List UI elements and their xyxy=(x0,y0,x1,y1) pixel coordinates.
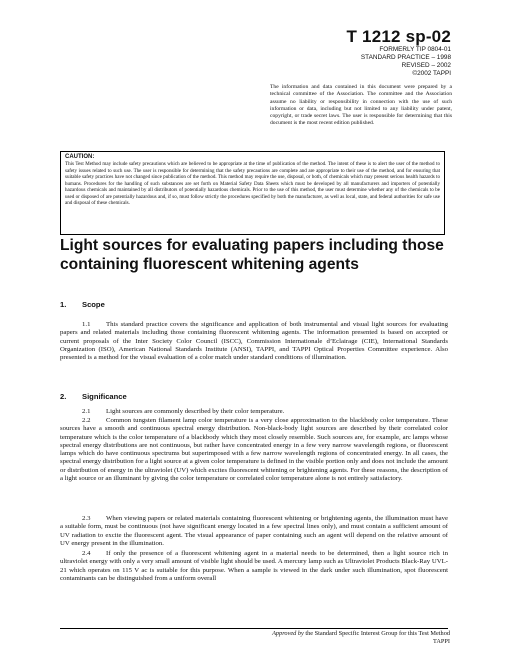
approved-by-label: Approved by xyxy=(272,630,304,637)
approval-text: the Standard Specific Interest Group for this Test Method xyxy=(303,630,450,637)
paragraph-number: 1.1 xyxy=(82,321,91,328)
paragraph-text: When viewing papers or related materials containing fluorescent whitening or brightening agents, the illumination must have a suitable form, must be continuous (not have significant energy located in a few spectral lines only), and must contain a sufficient amount of UV radiation to excite the fluorescent agent. The visual appearance of paper containing such an agent will depend on the relative amount of UV energy present in the illumination. xyxy=(60,515,448,547)
paragraph-2-2 xyxy=(60,417,448,483)
paragraph-number: 2.4 xyxy=(82,550,91,557)
standard-practice-label: STANDARD PRACTICE – 1998 xyxy=(360,54,451,61)
paragraph-text: Common tungsten filament lamp color temperature is a very close approximation to the blackbody color temperature. These sources have a smooth and continuous spectral energy distribution. Non-black-body light sources are described by their correlated color temperature which is the color temperature of a blackbody which they most closely resemble. Such sources are, for example, arc lamps whose spectral energy distributions are not continuous, but rather have concentrated energy in a few very narrow wavelength regions, or fluorescent lamps which do have continuous spectrums but superimposed with a few narrow wavelength regions of concentrated energy. In all cases, the spectral energy distribution for a light source at a given color temperature is defined in the visible portion only and does not include the amount or distribution of energy in the ultraviolet (UV) which excites fluorescent whitening or brightening agents. For these reasons, the description of a light source or an illuminant by giving the color temperature or correlated color temperature alone is not entirely satisfactory. xyxy=(60,417,448,483)
paragraph-2-3 xyxy=(60,515,448,548)
section-title: Significance xyxy=(82,392,127,401)
paragraph-2-1 xyxy=(60,408,448,416)
document-identifier xyxy=(347,27,451,78)
footer xyxy=(272,630,450,646)
footer-divider xyxy=(60,628,448,629)
paragraph-number: 2.2 xyxy=(82,417,91,424)
formerly-label: FORMERLY TIP 0804-01 xyxy=(379,46,451,53)
document-code: T 1212 sp-02 xyxy=(346,27,451,46)
document-title: Light sources for evaluating papers including those containing fluorescent whitening agents xyxy=(60,237,444,273)
revised-label: REVISED – 2002 xyxy=(401,62,451,69)
caution-box xyxy=(60,151,445,235)
caution-label: CAUTION: xyxy=(65,154,95,160)
paragraph-1-1 xyxy=(60,321,448,362)
paragraph-text: If only the presence of a fluorescent whitening agent in a material needs to be determined, then a light source rich in ultraviolet energy with only a very small amount of visible light should be used. A mercury lamp such as Ultraviolet Products Black-Ray UVL-21 which operates on 115 V ac is suitable for this purpose. When a sample is viewed in the dark under such illumination, spot fluorescent contaminants can be distinguished from a uniform overall xyxy=(60,550,448,582)
section-number: 2. xyxy=(60,392,67,401)
footer-organization: TAPPI xyxy=(433,638,450,645)
section-number: 1. xyxy=(60,300,67,309)
paragraph-2-4 xyxy=(60,550,448,583)
paragraph-text: Light sources are commonly described by their color temperature. xyxy=(106,408,285,415)
caution-text: This Test Method may include safety precautions which are believed to be appropriate at the time of publication of the method. The intent of these is to alert the user of the method to safety issues related to such use. The user is responsible for determining that the safety precautions are complete and are appropriate to their use of the method, and for ensuring that suitable safety practices have not changed since publication of the method. This method may require the use, disposal, or both, of chemicals which may present serious health hazards to humans. Procedures for the handling of such substances are set forth on Material Safety Data Sheets which must be developed by all manufacturers and importers of potentially hazardous chemicals and maintained by all distributors of potentially hazardous chemicals. Prior to the use of this method, the user must determine whether any of the chemicals to be used or disposed of are potentially hazardous and, if so, must follow strictly the procedures specified by both the manufacturer, as well as local, state, and federal authorities for safe use and disposal of these chemicals. xyxy=(65,161,440,207)
copyright-label: ©2002 TAPPI xyxy=(412,70,451,77)
paragraph-number: 2.3 xyxy=(82,515,91,522)
section-heading-scope xyxy=(60,300,105,309)
paragraph-text: This standard practice covers the significance and application of both instrumental and visual light sources for evaluating papers and related materials including those containing fluorescent whitening agents. The information presented is based on accepted or current proposals of the Inter Society Color Council (ISCC), Commission Internationale d’Eclairage (CIE), International Standards Organization (ISO), American National Standards Institute (ANSI), TAPPI, and TAPPI Optical Properties Committee experience. Also presented is a method for the visual evaluation of a color match under standard conditions of illumination. xyxy=(60,321,448,362)
paragraph-number: 2.1 xyxy=(82,408,91,415)
section-title: Scope xyxy=(82,300,105,309)
approval-line xyxy=(272,630,450,638)
liability-disclaimer: The information and data contained in this document were prepared by a technical committee of the Association. The committee and the Association assume no liability or responsibility in connection with the use of such information or data, including but not limited to any liability under patent, copyright, or trade secret laws. The user is responsible for determining that this document is the most recent edition published. xyxy=(270,84,452,127)
section-heading-significance xyxy=(60,392,127,401)
